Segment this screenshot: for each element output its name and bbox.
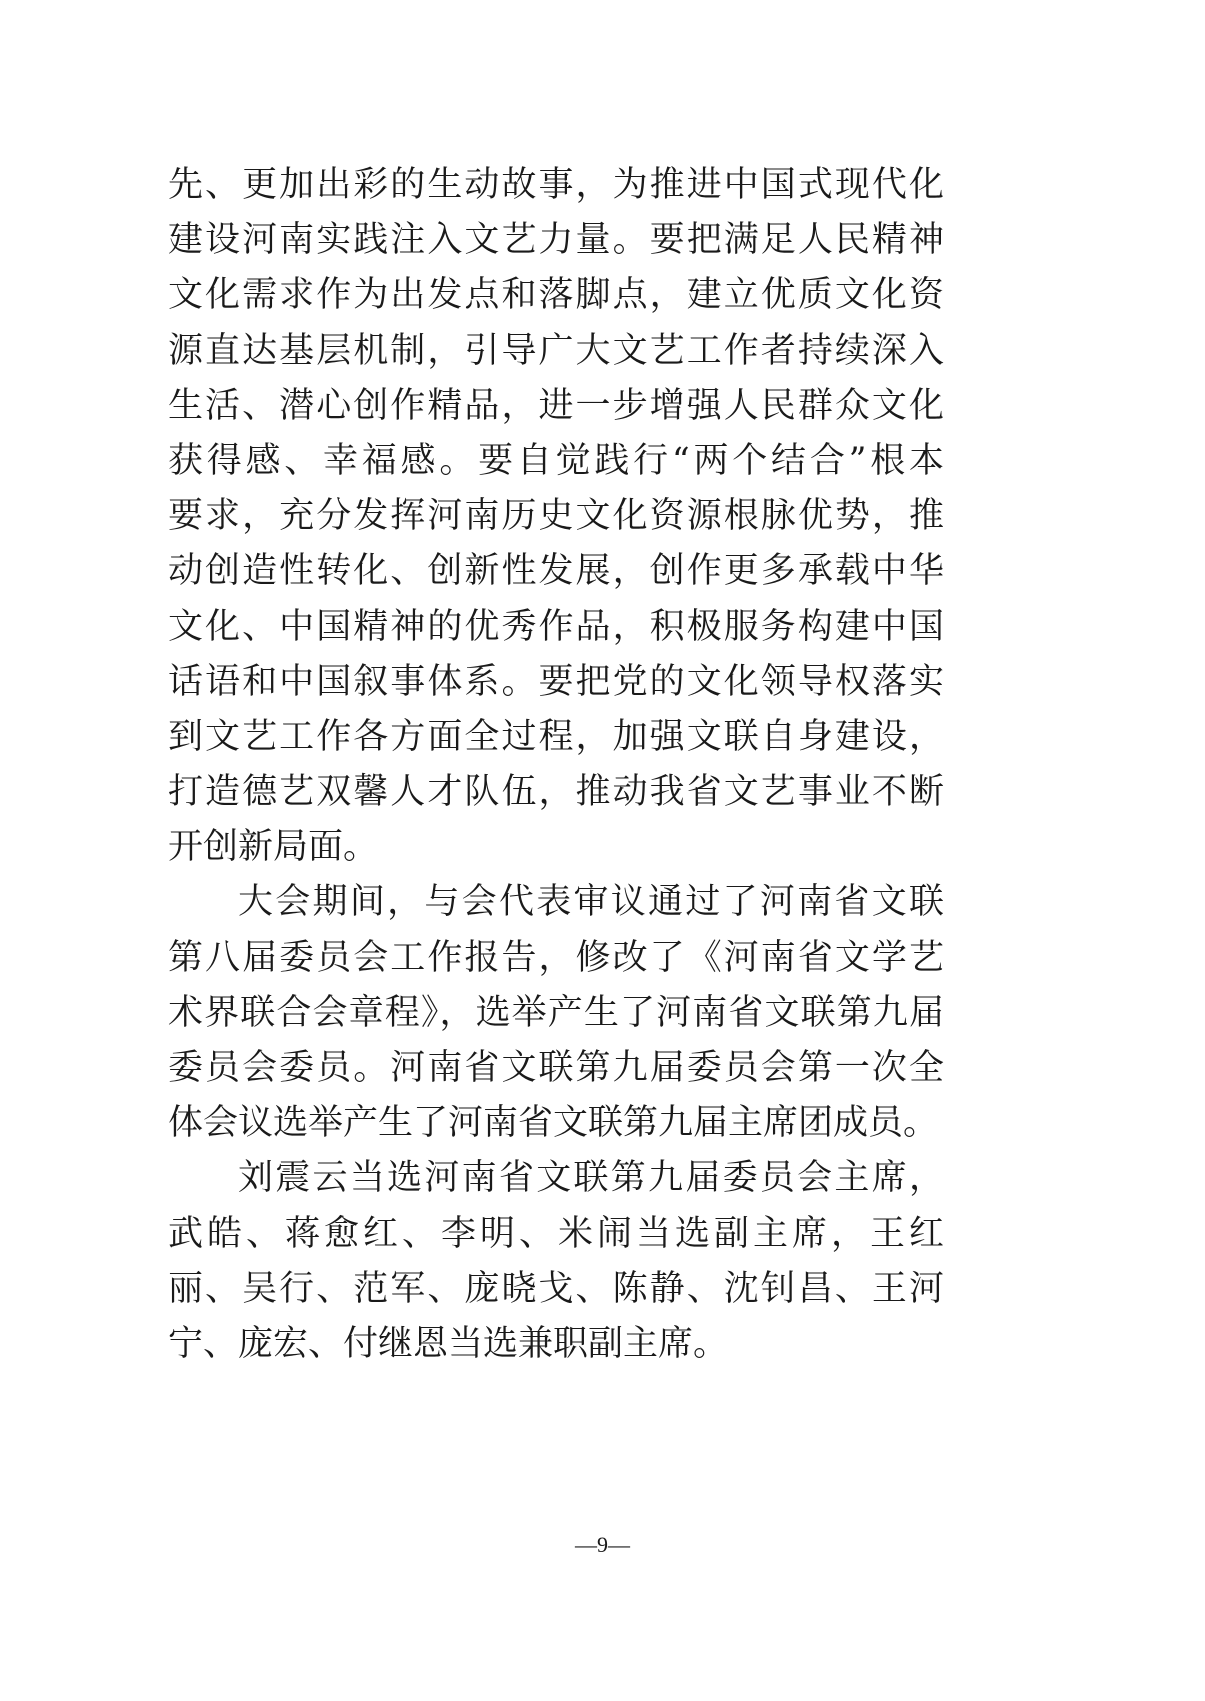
text-line: 到文艺工作各方面全过程，加强文联自身建设， xyxy=(168,716,944,757)
text-line: 丽、吴行、范军、庞晓戈、陈静、沈钊昌、王河 xyxy=(168,1268,944,1309)
text-line: 动创造性转化、创新性发展，创作更多承载中华 xyxy=(168,551,944,592)
text-line: 第八届委员会工作报告，修改了《河南省文学艺 xyxy=(168,937,944,978)
text-line: 源直达基层机制，引导广大文艺工作者持续深入 xyxy=(168,330,944,371)
paragraph-first-line: 大会期间，与会代表审议通过了河南省文联 xyxy=(238,882,944,923)
text-line: 打造德艺双馨人才队伍，推动我省文艺事业不断 xyxy=(168,772,944,813)
text-line: 委员会委员。河南省文联第九届委员会第一次全 xyxy=(168,1048,944,1088)
text-line: 开创新局面。 xyxy=(168,827,379,868)
text-line: 建设河南实践注入文艺力量。要把满足人民精神 xyxy=(168,220,944,261)
text-line: 先、更加出彩的生动故事，为推进中国式现代化 xyxy=(168,165,944,205)
text-line: 宁、庞宏、付继恩当选兼职副主席。 xyxy=(168,1323,729,1364)
text-line: 获得感、幸福感。要自觉践行“两个结合”根本 xyxy=(168,440,944,481)
text-line: 术界联合会章程》，选举产生了河南省文联第九届 xyxy=(168,992,944,1033)
text-line: 文化、中国精神的优秀作品，积极服务构建中国 xyxy=(168,606,944,647)
text-line: 话语和中国叙事体系。要把党的文化领导权落实 xyxy=(168,661,944,702)
body-text xyxy=(168,158,944,1372)
paragraph-first-line: 刘震云当选河南省文联第九届委员会主席， xyxy=(238,1158,944,1199)
text-line: 文化需求作为出发点和落脚点，建立优质文化资 xyxy=(168,275,944,316)
text-line: 体会议选举产生了河南省文联第九届主席团成员。 xyxy=(168,1103,939,1144)
text-line: 生活、潜心创作精品，进一步增强人民群众文化 xyxy=(168,385,944,426)
text-line: 武皓、蒋愈红、李明、米闹当选副主席，王红 xyxy=(168,1213,944,1254)
page-number: —9— xyxy=(575,1532,630,1557)
text-line: 要求，充分发挥河南历史文化资源根脉优势，推 xyxy=(168,496,944,537)
